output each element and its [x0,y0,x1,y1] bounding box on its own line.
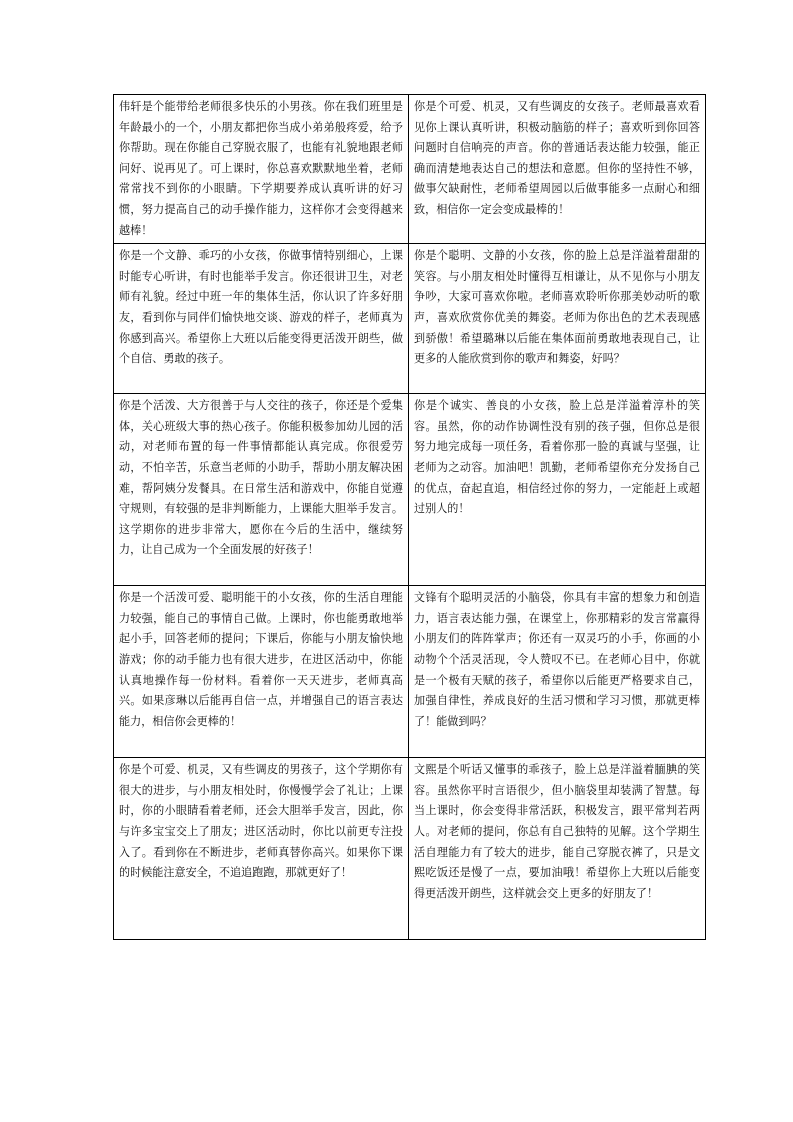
table-row [114,586,706,758]
comment-cell: 你是个诚实、善良的小女孩，脸上总是洋溢着淳朴的笑容。虽然，你的动作协调性没有别的孩子强，但你总是很努力地完成每一项任务，看着你那一脸的真诚与坚强，让老师为之动容。加油吧！凯勤，老师希望你充分发扬自己的优点，奋起直追，相信经过你的努力，一定能赶上或超过别人的！ [409,394,706,586]
comment-cell: 你是个可爱、机灵，又有些调皮的男孩子，这个学期你有很大的进步，与小朋友相处时，你慢慢学会了礼让；上课时，你的小眼睛看着老师，还会大胆举手发言，因此，你与许多宝宝交上了朋友；进区活动时，你比以前更专注投入了。看到你在不断进步，老师真替你高兴。如果你下课的时候能注意安全，不追追跑跑，那就更好了！ [114,758,409,940]
table-row [114,394,706,586]
teacher-comments-table [113,94,706,940]
comment-cell: 伟轩是个能带给老师很多快乐的小男孩。你在我们班里是年龄最小的一个，小朋友都把你当成小弟弟般疼爱，给予你帮助。现在你能自己穿脱衣服了，也能有礼貌地跟老师问好、说再见了。可上课时，你总喜欢默默地坐着，老师常常找不到你的小眼睛。下学期要养成认真听讲的好习惯，努力提高自己的动手操作能力，这样你才会变得越来越棒！ [114,95,409,244]
comment-cell: 你是个可爱、机灵，又有些调皮的女孩子。老师最喜欢看见你上课认真听讲，积极动脑筋的样子；喜欢听到你回答问题时自信响亮的声音。你的普通话表达能力较强，能正确而清楚地表达自己的想法和意愿。但你的坚持性不够，做事欠缺耐性，老师希望周园以后做事能多一点耐心和细致，相信你一定会变成最棒的！ [409,95,706,244]
comment-cell: 你是一个活泼可爱、聪明能干的小女孩，你的生活自理能力较强，能自己的事情自己做。上课时，你也能勇敢地举起小手，回答老师的提问；下课后，你能与小朋友愉快地游戏；你的动手能力也有很大进步，在进区活动中，你能认真地操作每一份材料。看着你一天天进步，老师真高兴。如果彦琳以后能再自信一点，并增强自己的语言表达能力，相信你会更棒的！ [114,586,409,758]
table-row [114,95,706,244]
comment-cell: 文锋有个聪明灵活的小脑袋，你具有丰富的想象力和创造力，语言表达能力强，在课堂上，你那精彩的发言常赢得小朋友们的阵阵掌声；你还有一双灵巧的小手，你画的小动物个个活灵活现，令人赞叹不已。在老师心目中，你就是一个极有天赋的孩子，希望你以后能更严格要求自己，加强自律性，养成良好的生活习惯和学习习惯，那就更棒了！能做到吗？ [409,586,706,758]
comment-cell: 你是个活泼、大方很善于与人交往的孩子，你还是个爱集体，关心班级大事的热心孩子。你能积极参加幼儿园的活动，对老师布置的每一件事情都能认真完成。你很爱劳动，不怕辛苦，乐意当老师的小助手，帮助小朋友解决困难，帮阿姨分发餐具。在日常生活和游戏中，你能自觉遵守规则，有较强的是非判断能力，上课能大胆举手发言。这学期你的进步非常大，愿你在今后的生活中，继续努力，让自己成为一个全面发展的好孩子！ [114,394,409,586]
comment-cell: 你是个聪明、文静的小女孩，你的脸上总是洋溢着甜甜的笑容。与小朋友相处时懂得互相谦让，从不见你与小朋友争吵，大家可喜欢你啦。老师喜欢聆听你那美妙动听的歌声，喜欢欣赏你优美的舞姿。老师为你出色的艺术表现感到骄傲！希望璐琳以后能在集体面前勇敢地表现自己，让更多的人能欣赏到你的歌声和舞姿，好吗？ [409,244,706,394]
table-row [114,758,706,940]
table-row [114,244,706,394]
comment-cell: 你是一个文静、乖巧的小女孩，你做事情特别细心，上课时能专心听讲，有时也能举手发言。你还很讲卫生，对老师有礼貌。经过中班一年的集体生活，你认识了许多好朋友，看到你与同伴们愉快地交谈、游戏的样子，老师真为你感到高兴。希望你上大班以后能变得更活泼开朗些，做个自信、勇敢的孩子。 [114,244,409,394]
comment-cell: 文熙是个听话又懂事的乖孩子，脸上总是洋溢着腼腆的笑容。虽然你平时言语很少，但小脑袋里却装满了智慧。每当上课时，你会变得非常活跃，积极发言，跟平常判若两人。对老师的提问，你总有自己独特的见解。这个学期生活自理能力有了较大的进步，能自己穿脱衣裤了，只是文熙吃饭还是慢了一点，要加油哦！希望你上大班以后能变得更活泼开朗些，这样就会交上更多的好朋友了！ [409,758,706,940]
